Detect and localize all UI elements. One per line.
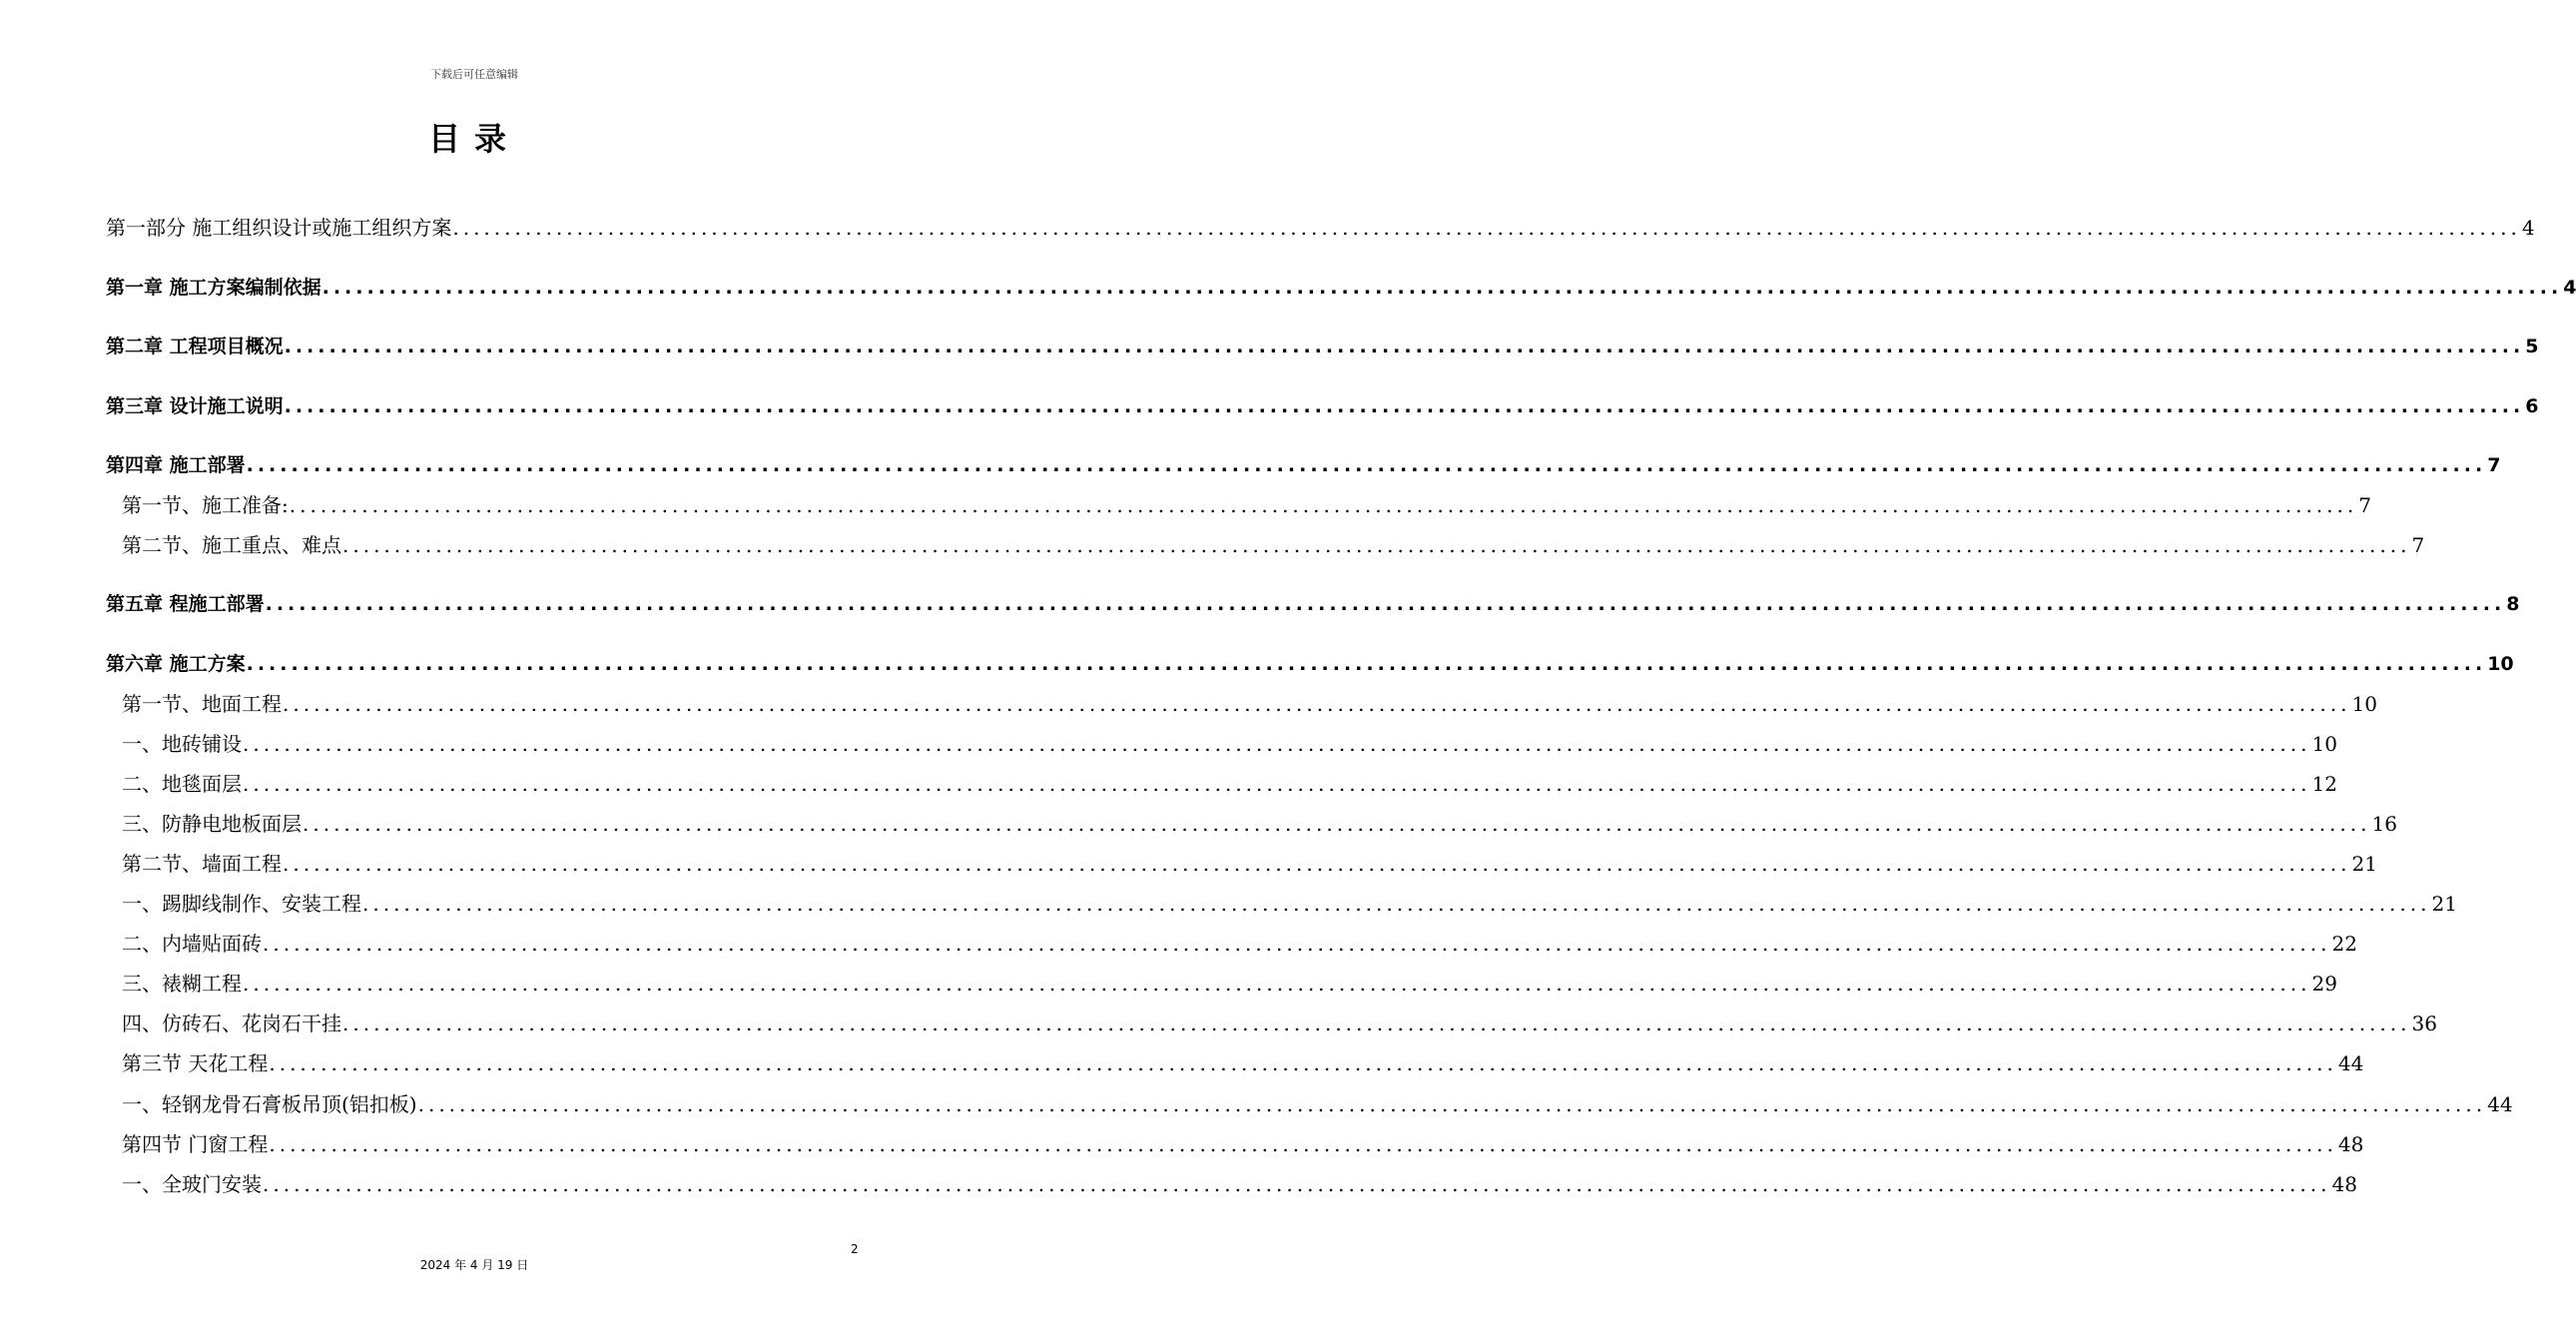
toc-entry-title: 第二节、墙面工程 <box>122 852 282 876</box>
toc-entry-page: 7 <box>2487 454 2501 476</box>
toc-leader-dots: ........................................................................................................................................................................................................ <box>417 1092 2487 1116</box>
toc-entry[interactable] <box>122 1045 2364 1075</box>
toc-entry-title: 第二节、施工重点、难点 <box>122 533 341 557</box>
toc-entry[interactable] <box>122 1006 2437 1035</box>
toc-entry[interactable] <box>122 1166 2357 1196</box>
toc-entry-page: 7 <box>2358 493 2371 517</box>
toc-entry[interactable] <box>122 527 2425 557</box>
toc-entry-title: 二、内墙贴面砖 <box>122 932 262 956</box>
toc-entry-page: 10 <box>2311 732 2337 756</box>
toc-leader-dots: ........................................................................................................................................................................................................ <box>243 732 2311 756</box>
toc-leader-dots: ........................................................................................................................................................................................................ <box>269 1132 2337 1156</box>
toc-entry-page: 21 <box>2351 852 2377 876</box>
toc-entry-page: 12 <box>2311 772 2337 796</box>
toc-entry-title: 一、轻钢龙骨石膏板吊顶(铝扣板) <box>122 1092 417 1116</box>
toc-leader-dots: ........................................................................................................................................................................................................ <box>246 653 2487 675</box>
toc-leader-dots: ........................................................................................................................................................................................................ <box>283 692 2351 716</box>
toc-entry[interactable] <box>106 210 2535 240</box>
toc-entry-page: 29 <box>2311 972 2337 996</box>
toc-leader-dots: ........................................................................................................................................................................................................ <box>265 593 2506 615</box>
toc-entry[interactable] <box>106 329 2539 358</box>
toc-leader-dots: ........................................................................................................................................................................................................ <box>269 1051 2337 1075</box>
toc-entry-title: 第三节 天花工程 <box>122 1051 269 1075</box>
toc-entry[interactable] <box>106 447 2501 477</box>
toc-entry-title: 第五章 程施工部署 <box>106 593 265 615</box>
toc-entry-page: 7 <box>2411 533 2425 557</box>
toc-entry-title: 三、裱糊工程 <box>122 972 242 996</box>
toc-leader-dots: ........................................................................................................................................................................................................ <box>303 812 2371 836</box>
toc-entry-page: 10 <box>2487 653 2514 675</box>
toc-entry-page: 5 <box>2525 336 2539 357</box>
footer-date: 2024 年 4 月 19 日 <box>419 1258 529 1272</box>
toc-leader-dots: ........................................................................................................................................................................................................ <box>243 972 2311 996</box>
toc-leader-dots: ........................................................................................................................................................................................................ <box>362 892 2431 916</box>
toc-leader-dots: ........................................................................................................................................................................................................ <box>243 772 2311 796</box>
toc-leader-dots: ........................................................................................................................................................................................................ <box>283 852 2351 876</box>
toc-entry-page: 21 <box>2431 892 2457 916</box>
toc-entry-page: 22 <box>2331 932 2357 956</box>
toc-entry-page: 48 <box>2331 1172 2357 1196</box>
toc-entry-title: 第一节、施工准备: <box>122 493 289 517</box>
toc-entry-title: 一、全玻门安装 <box>122 1172 262 1196</box>
toc-entry-page: 10 <box>2351 692 2377 716</box>
toc-entry[interactable] <box>122 806 2397 836</box>
toc-entry[interactable] <box>106 586 2520 616</box>
toc-entry-title: 第六章 施工方案 <box>106 653 246 675</box>
toc-leader-dots: ........................................................................................................................................................................................................ <box>246 454 2487 476</box>
toc-entry-title: 第一章 施工方案编制依据 <box>106 277 322 299</box>
toc-entry-title: 二、地毯面层 <box>122 772 242 796</box>
toc-entry-title: 第四章 施工部署 <box>106 454 246 476</box>
toc-leader-dots: ........................................................................................................................................................................................................ <box>263 932 2331 956</box>
toc-entry[interactable] <box>106 388 2539 418</box>
toc-leader-dots: ........................................................................................................................................................................................................ <box>289 493 2358 517</box>
toc-leader-dots: ........................................................................................................................................................................................................ <box>263 1172 2331 1196</box>
toc-leader-dots: ........................................................................................................................................................................................................ <box>342 1011 2411 1035</box>
toc-entry-page: 44 <box>2337 1051 2364 1075</box>
toc-entry-title: 第一部分 施工组织设计或施工组织方案 <box>106 216 452 240</box>
toc-entry-page: 16 <box>2371 812 2397 836</box>
toc-entry-title: 四、仿砖石、花岗石干挂 <box>122 1011 341 1035</box>
page-number: 2 <box>851 1242 859 1256</box>
toc-entry-page: 44 <box>2487 1092 2513 1116</box>
toc-entry-title: 第一节、地面工程 <box>122 692 282 716</box>
toc-leader-dots: ........................................................................................................................................................................................................ <box>284 336 2525 357</box>
page-title: 目录 <box>427 120 520 158</box>
toc-entry[interactable] <box>122 926 2357 956</box>
toc-entry-title: 第四节 门窗工程 <box>122 1132 269 1156</box>
toc-entry-title: 第二章 工程项目概况 <box>106 336 284 357</box>
toc-entry-page: 36 <box>2411 1011 2437 1035</box>
toc-leader-dots: ........................................................................................................................................................................................................ <box>342 533 2411 557</box>
toc-entry[interactable] <box>122 686 2377 716</box>
toc-entry-page: 6 <box>2525 395 2539 417</box>
toc-entry-page: 4 <box>2521 216 2535 240</box>
toc-entry[interactable] <box>122 766 2337 796</box>
toc-entry-page: 8 <box>2506 593 2520 615</box>
toc-leader-dots: ........................................................................................................................................................................................................ <box>284 395 2525 417</box>
toc-entry[interactable] <box>106 646 2514 676</box>
toc-entry-page: 4 <box>2563 277 2576 299</box>
toc-entry[interactable] <box>106 270 2576 300</box>
toc-entry[interactable] <box>122 1126 2364 1156</box>
toc-entry-title: 一、踢脚线制作、安装工程 <box>122 892 361 916</box>
toc-entry[interactable] <box>122 1086 2513 1116</box>
toc-leader-dots: ........................................................................................................................................................................................................ <box>322 277 2563 299</box>
header-note: 下载后可任意编辑 <box>430 68 518 81</box>
toc-entry-title: 一、地砖铺设 <box>122 732 242 756</box>
toc-entry-title: 第三章 设计施工说明 <box>106 395 284 417</box>
toc-entry[interactable] <box>122 886 2457 916</box>
toc-entry[interactable] <box>122 846 2377 876</box>
toc-entry[interactable] <box>122 966 2337 996</box>
toc-entry[interactable] <box>122 726 2337 756</box>
toc-entry-title: 三、防静电地板面层 <box>122 812 302 836</box>
toc-entry-page: 48 <box>2337 1132 2364 1156</box>
toc-entry[interactable] <box>122 487 2371 517</box>
toc-leader-dots: ........................................................................................................................................................................................................ <box>452 216 2521 240</box>
